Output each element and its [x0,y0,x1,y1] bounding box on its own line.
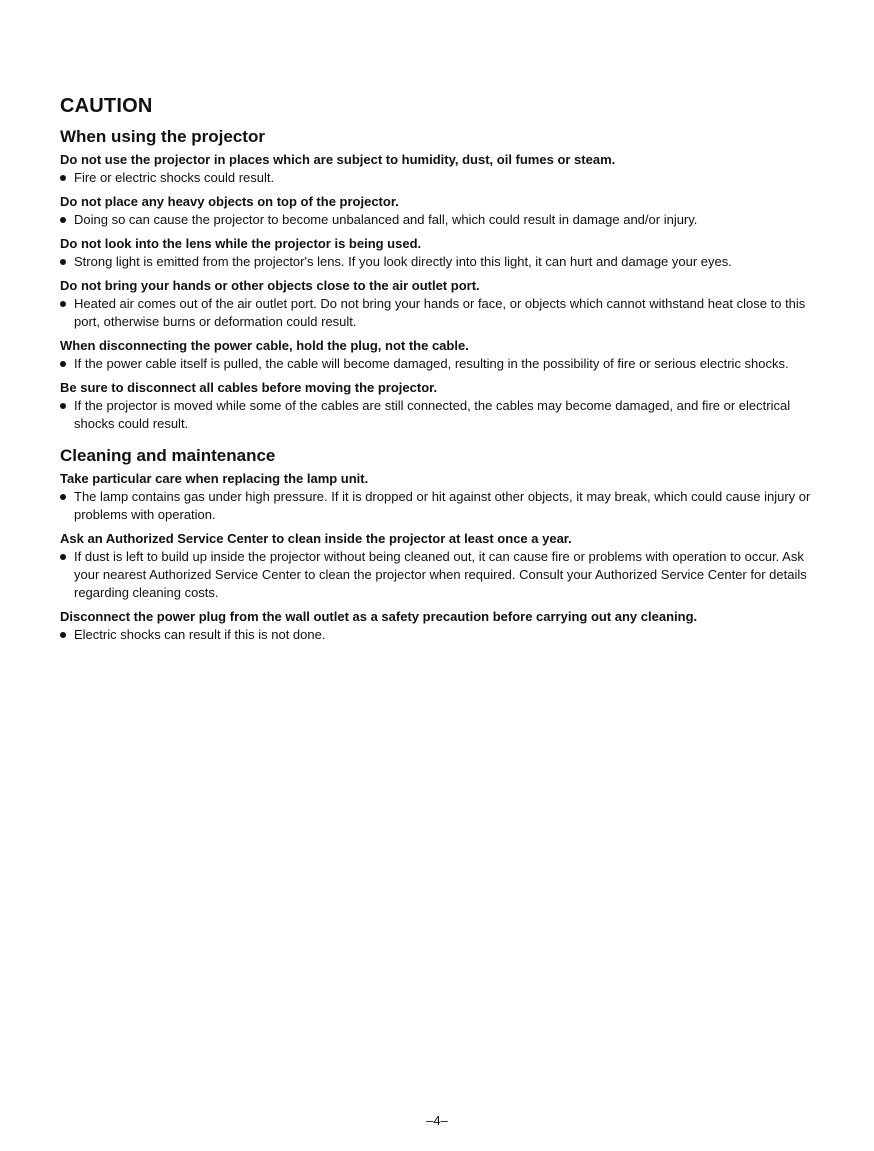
item-body-text: If dust is left to build up inside the projector without being cleaned out, it can cause fire or problems with operation to occur. Ask your nearest Authorized Service Center to clean the projector when required. Consult your Authorized Service Center for details regarding cleaning costs. [74,549,807,600]
item-body-text: Fire or electric shocks could result. [74,170,275,185]
item-body-text: Strong light is emitted from the projector's lens. If you look directly into this light, it can hurt and damage your eyes. [74,254,732,269]
item-body-text: If the power cable itself is pulled, the cable will become damaged, resulting in the possibility of fire or serious electric shocks. [74,356,789,371]
item-heading: Do not place any heavy objects on top of the projector. [60,194,399,209]
bullet-icon [60,259,66,265]
item-heading: Ask an Authorized Service Center to clean inside the projector at least once a year. [60,531,572,546]
item-heading: Do not bring your hands or other objects close to the air outlet port. [60,278,480,293]
item-heading: Do not look into the lens while the projector is being used. [60,236,422,251]
caution-item [60,337,820,373]
caution-item [60,151,820,187]
bullet-icon [60,175,66,181]
section-using-projector [60,126,820,433]
bullet-icon [60,217,66,223]
caution-item [60,193,820,229]
item-heading: Do not use the projector in places which are subject to humidity, dust, oil fumes or steam. [60,152,616,167]
item-body [60,355,820,373]
caution-item [60,530,820,602]
item-body-text: Doing so can cause the projector to become unbalanced and fall, which could result in damage and/or injury. [74,212,698,227]
item-body-text: If the projector is moved while some of the cables are still connected, the cables may become damaged, and fire or electrical shocks could result. [74,398,791,431]
bullet-icon [60,403,66,409]
caution-item [60,470,820,524]
item-body [60,169,820,187]
caution-item [60,379,820,433]
caution-item [60,277,820,331]
page-number: –4– [426,1113,448,1128]
bullet-icon [60,301,66,307]
item-heading: Disconnect the power plug from the wall outlet as a safety precaution before carrying out any cleaning. [60,609,698,624]
caution-item [60,235,820,271]
item-body-text: The lamp contains gas under high pressure. If it is dropped or hit against other objects, it may break, which could cause injury or problems with operation. [74,489,811,522]
section-title: Cleaning and maintenance [60,446,276,465]
bullet-icon [60,554,66,560]
document-page [60,94,820,656]
item-body [60,488,820,524]
bullet-icon [60,361,66,367]
item-body [60,548,820,602]
bullet-icon [60,494,66,500]
section-title: When using the projector [60,127,265,146]
item-body [60,397,820,433]
item-body [60,211,820,229]
page-title: CAUTION [60,95,153,117]
item-heading: Be sure to disconnect all cables before moving the projector. [60,380,438,395]
item-heading: Take particular care when replacing the lamp unit. [60,471,369,486]
caution-item [60,608,820,644]
item-body [60,253,820,271]
item-heading: When disconnecting the power cable, hold the plug, not the cable. [60,338,469,353]
item-body [60,295,820,331]
item-body-text: Heated air comes out of the air outlet port. Do not bring your hands or face, or objects which cannot withstand heat close to this port, otherwise burns or deformation could result. [74,296,806,329]
item-body-text: Electric shocks can result if this is not done. [74,627,326,642]
item-body [60,626,820,644]
section-cleaning-maintenance [60,445,820,644]
bullet-icon [60,632,66,638]
